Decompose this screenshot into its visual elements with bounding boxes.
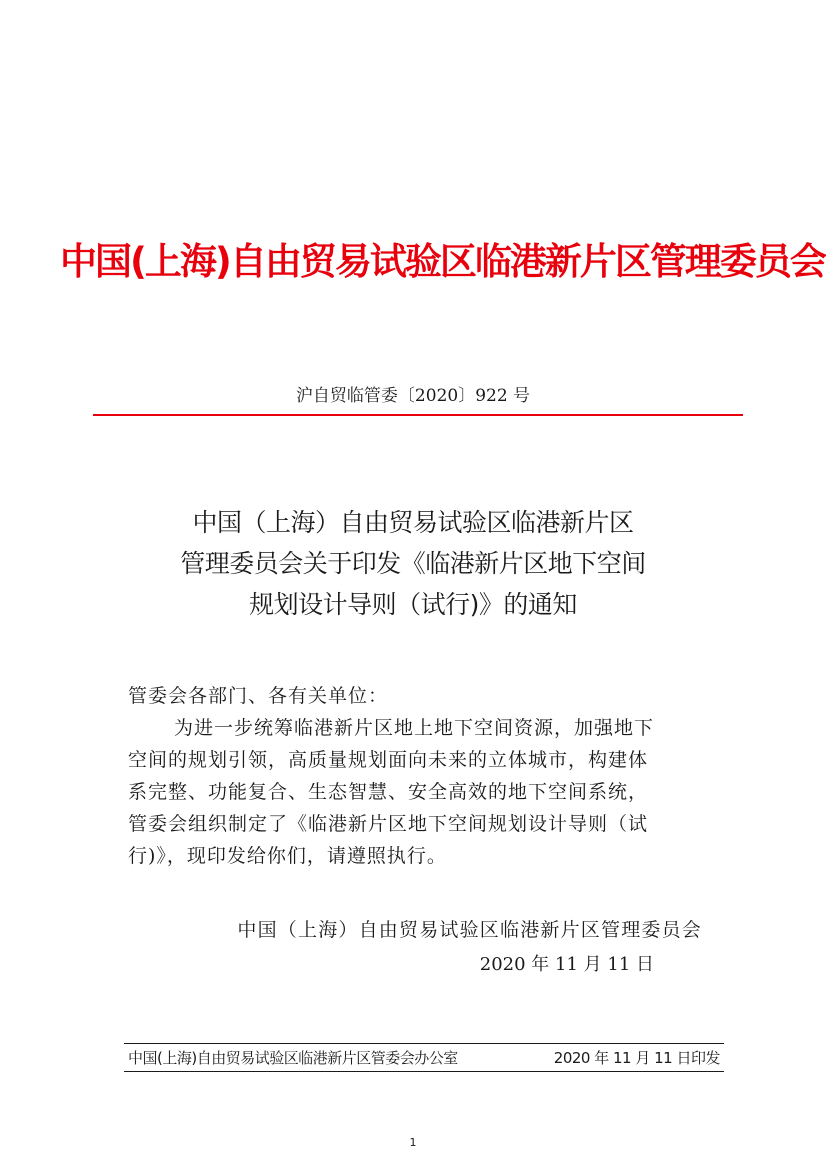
document-number: 沪自贸临管委〔2020〕922 号	[295, 386, 531, 406]
footer-issued-date: 2020 年 11 月 11 日印发	[553, 1049, 720, 1067]
body-paragraph	[128, 712, 706, 872]
footer-issuance-line	[128, 1045, 720, 1071]
paragraph-line: 行)》，现印发给你们，请遵照执行。	[128, 845, 447, 867]
signature-date: 2020 年 11 月 11 日	[479, 954, 654, 975]
footer-bottom-rule	[124, 1071, 724, 1072]
page-number: 1	[409, 1136, 417, 1149]
salutation: 管委会各部门、各有关单位：	[128, 685, 389, 707]
paragraph-line: 空间的规划引领，高质量规划面向未来的立体城市，构建体	[128, 749, 649, 771]
paragraph-line: 管委会组织制定了《临港新片区地下空间规划设计导则（试	[128, 813, 649, 835]
title-line: 管理委员会关于印发《临港新片区地下空间	[180, 549, 646, 578]
issuing-authority-header: 中国(上海)自由贸易试验区临港新片区管理委员会	[60, 240, 825, 283]
document-title	[90, 502, 736, 625]
footer-top-rule	[124, 1043, 724, 1044]
signature-org: 中国（上海）自由贸易试验区临港新片区管理委员会	[237, 919, 702, 941]
paragraph-line: 系完整、功能复合、生态智慧、安全高效的地下空间系统，	[128, 781, 649, 803]
title-line: 中国（上海）自由贸易试验区临港新片区	[192, 508, 634, 537]
footer-issuer: 中国(上海)自由贸易试验区临港新片区管委会办公室	[128, 1049, 458, 1067]
red-divider-line	[93, 414, 743, 416]
title-line: 规划设计导则（试行)》的通知	[249, 590, 577, 619]
paragraph-line: 为进一步统筹临港新片区地上地下空间资源，加强地下	[174, 717, 655, 739]
